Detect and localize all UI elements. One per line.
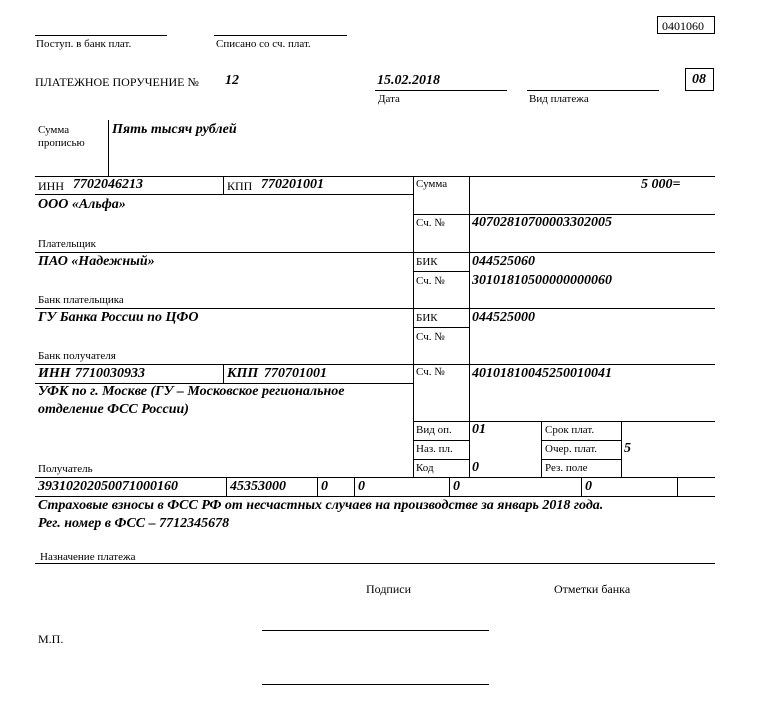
reserve-label: Рез. поле [545,462,588,474]
purpose-code-label: Наз. пл. [416,443,453,455]
col-line [621,421,622,477]
col-line [449,477,450,496]
code-label: Код [416,462,434,474]
tax-kbk: 39310202050071000160 [38,479,178,494]
row-line [413,459,469,460]
recipient-name-line1: УФК по г. Москве (ГУ – Московское региональное [38,384,345,399]
recipient-name-line2: отделение ФСС России) [38,402,189,417]
recipient-bank-corr-label: Сч. № [416,331,445,343]
amount-label: Сумма [416,178,448,190]
row-line [35,364,715,365]
col-line [541,421,542,477]
purpose-line [35,563,715,564]
recipient-account-label: Сч. № [416,366,445,378]
payer-kpp-label: КПП [227,179,253,193]
recipient-bank-name: ГУ Банка России по ЦФО [38,310,199,325]
priority-label: Очер. плат. [545,443,598,455]
received-line [35,35,167,36]
recipient-bank-bik-label: БИК [416,312,438,324]
payer-bank-corr-account: 30101810500000000060 [472,273,612,288]
row-line [541,440,621,441]
payer-bank-label: Банк плательщика [38,294,124,306]
row-line [541,459,621,460]
amount-words-divider [108,120,109,176]
op-type-label: Вид оп. [416,424,452,436]
col-line [317,477,318,496]
recipient-bank-label: Банк получателя [38,350,116,362]
term-label: Срок плат. [545,424,595,436]
bank-marks-label: Отметки банка [554,582,631,596]
row-line [35,308,715,309]
tax-doc-number: 0 [453,479,460,494]
amount-value: 5 000= [641,177,681,192]
payer-account-label: Сч. № [416,217,445,229]
amount-words-label-2: прописью [38,137,85,149]
tax-doc-date: 0 [585,479,592,494]
payer-inn-label: ИНН [38,179,64,193]
recipient-bank-bik: 044525000 [472,310,535,325]
row-line [413,271,469,272]
payer-bank-name: ПАО «Надежный» [38,254,155,269]
row-line [35,477,715,478]
received-label: Поступ. в банк плат. [36,38,132,50]
recipient-kpp-label: КПП [227,366,259,381]
row-line [35,252,715,253]
tax-oktmo: 45353000 [230,479,286,494]
row-line [35,496,715,497]
payer-account: 40702810700003302005 [472,215,612,230]
payer-bank-bik-label: БИК [416,256,438,268]
payment-type-line [527,90,659,91]
payer-bank-bik: 044525060 [472,254,535,269]
payer-name: ООО «Альфа» [38,197,126,212]
signature-line-1 [262,630,489,631]
col-line [354,477,355,496]
recipient-inn: 7710030933 [75,366,145,381]
row-line [413,421,715,422]
payer-inn: 7702046213 [73,177,143,192]
payment-type-label: Вид платежа [529,93,589,105]
recipient-kpp: 770701001 [264,366,327,381]
col-line [677,477,678,496]
payer-kpp: 770201001 [261,177,324,192]
col-line [226,477,227,496]
recipient-inn-label: ИНН [38,366,71,381]
date-line [375,90,507,91]
date-label: Дата [378,93,400,105]
priority-value: 5 [624,441,631,456]
col-line [223,364,224,383]
tax-period: 0 [358,479,365,494]
status-code: 08 [692,72,706,87]
amount-words-label-1: Сумма [38,124,70,136]
purpose-line1: Страховые взносы в ФСС РФ от несчастных случаев на производстве за январь 2018 года. [38,498,604,513]
col-line [581,477,582,496]
code-value: 0 [472,460,479,475]
debited-label: Списано со сч. плат. [216,38,311,50]
form-code: 0401060 [662,19,704,33]
signature-line-2 [262,684,489,685]
col-line [223,176,224,194]
debited-line [214,35,347,36]
purpose-label: Назначение платежа [40,551,136,563]
recipient-account: 40101810045250010041 [472,366,612,381]
amount-words-value: Пять тысяч рублей [112,122,237,137]
order-date: 15.02.2018 [377,73,440,88]
order-number: 12 [225,73,239,88]
recipient-label: Получатель [38,463,93,475]
row-line [413,440,469,441]
row-line [413,327,469,328]
op-type-value: 01 [472,422,486,437]
stamp-label: М.П. [38,632,64,646]
page-title: ПЛАТЕЖНОЕ ПОРУЧЕНИЕ № [35,75,199,89]
payer-bank-corr-label: Сч. № [416,275,445,287]
payer-label: Плательщик [38,238,96,250]
signatures-label: Подписи [366,582,412,596]
row-line [35,194,413,195]
col-line [469,176,470,477]
col-line [413,176,414,477]
tax-basis: 0 [321,479,328,494]
purpose-line2: Рег. номер в ФСС – 7712345678 [38,516,230,531]
